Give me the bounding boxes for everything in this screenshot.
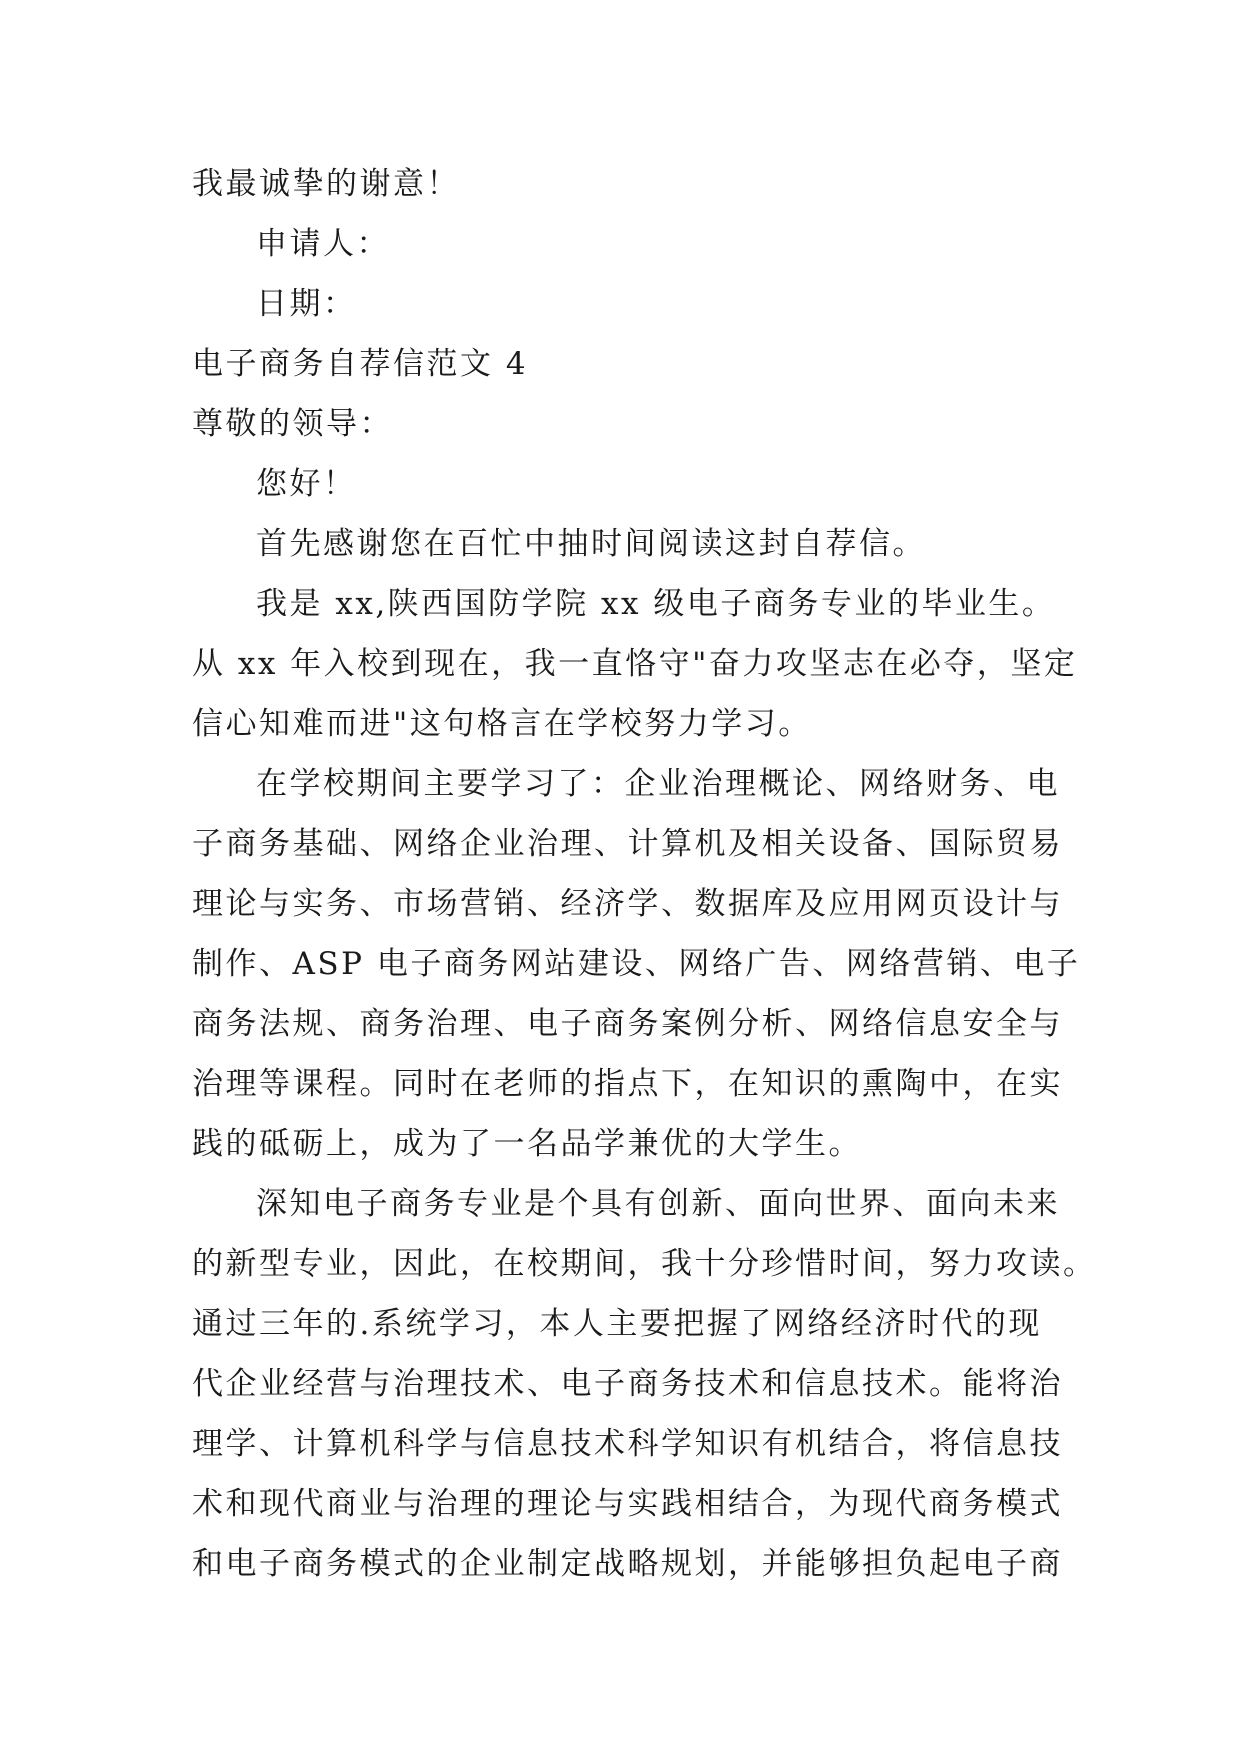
section-title: 电子商务自荐信范文 4 <box>192 346 529 382</box>
paragraph-line: 理学、计算机科学与信息技术科学知识有机结合，将信息技 <box>192 1426 1063 1462</box>
greeting: 您好！ <box>256 466 357 502</box>
paragraph-line: 商务法规、商务治理、电子商务案例分析、网络信息安全与 <box>192 1006 1063 1042</box>
paragraph-line: 首先感谢您在百忙中抽时间阅读这封自荐信。 <box>256 526 926 562</box>
paragraph-line: 和电子商务模式的企业制定战略规划，并能够担负起电子商 <box>192 1546 1063 1582</box>
paragraph-line: 代企业经营与治理技术、电子商务技术和信息技术。能将治 <box>192 1366 1063 1402</box>
document-body <box>192 154 1097 1594</box>
paragraph-line: 的新型专业，因此，在校期间，我十分珍惜时间，努力攻读。 <box>192 1246 1097 1282</box>
paragraph-line: 深知电子商务专业是个具有创新、面向世界、面向未来 <box>256 1186 1060 1222</box>
paragraph-line: 通过三年的.系统学习，本人主要把握了网络经济时代的现 <box>192 1306 1042 1342</box>
paragraph-line: 理论与实务、市场营销、经济学、数据库及应用网页设计与 <box>192 886 1063 922</box>
applicant-label: 申请人： <box>256 226 390 262</box>
paragraph-line: 制作、ASP 电子商务网站建设、网络广告、网络营销、电子 <box>192 946 1081 982</box>
paragraph-line: 从 xx 年入校到现在，我一直恪守"奋力攻坚志在必夺，坚定 <box>192 646 1078 682</box>
paragraph-line: 践的砥砺上，成为了一名品学兼优的大学生。 <box>192 1126 862 1162</box>
closing-thanks-line: 我最诚挚的谢意！ <box>192 166 460 202</box>
paragraph-line: 术和现代商业与治理的理论与实践相结合，为现代商务模式 <box>192 1486 1063 1522</box>
paragraph-line: 在学校期间主要学习了：企业治理概论、网络财务、电 <box>256 766 1060 802</box>
paragraph-line: 我是 xx,陕西国防学院 xx 级电子商务专业的毕业生。 <box>256 586 1056 622</box>
salutation: 尊敬的领导： <box>192 406 393 442</box>
paragraph-line: 子商务基础、网络企业治理、计算机及相关设备、国际贸易 <box>192 826 1063 862</box>
paragraph-line: 治理等课程。同时在老师的指点下，在知识的熏陶中，在实 <box>192 1066 1063 1102</box>
paragraph-line: 信心知难而进"这句格言在学校努力学习。 <box>192 706 812 742</box>
date-label: 日期： <box>256 286 357 322</box>
